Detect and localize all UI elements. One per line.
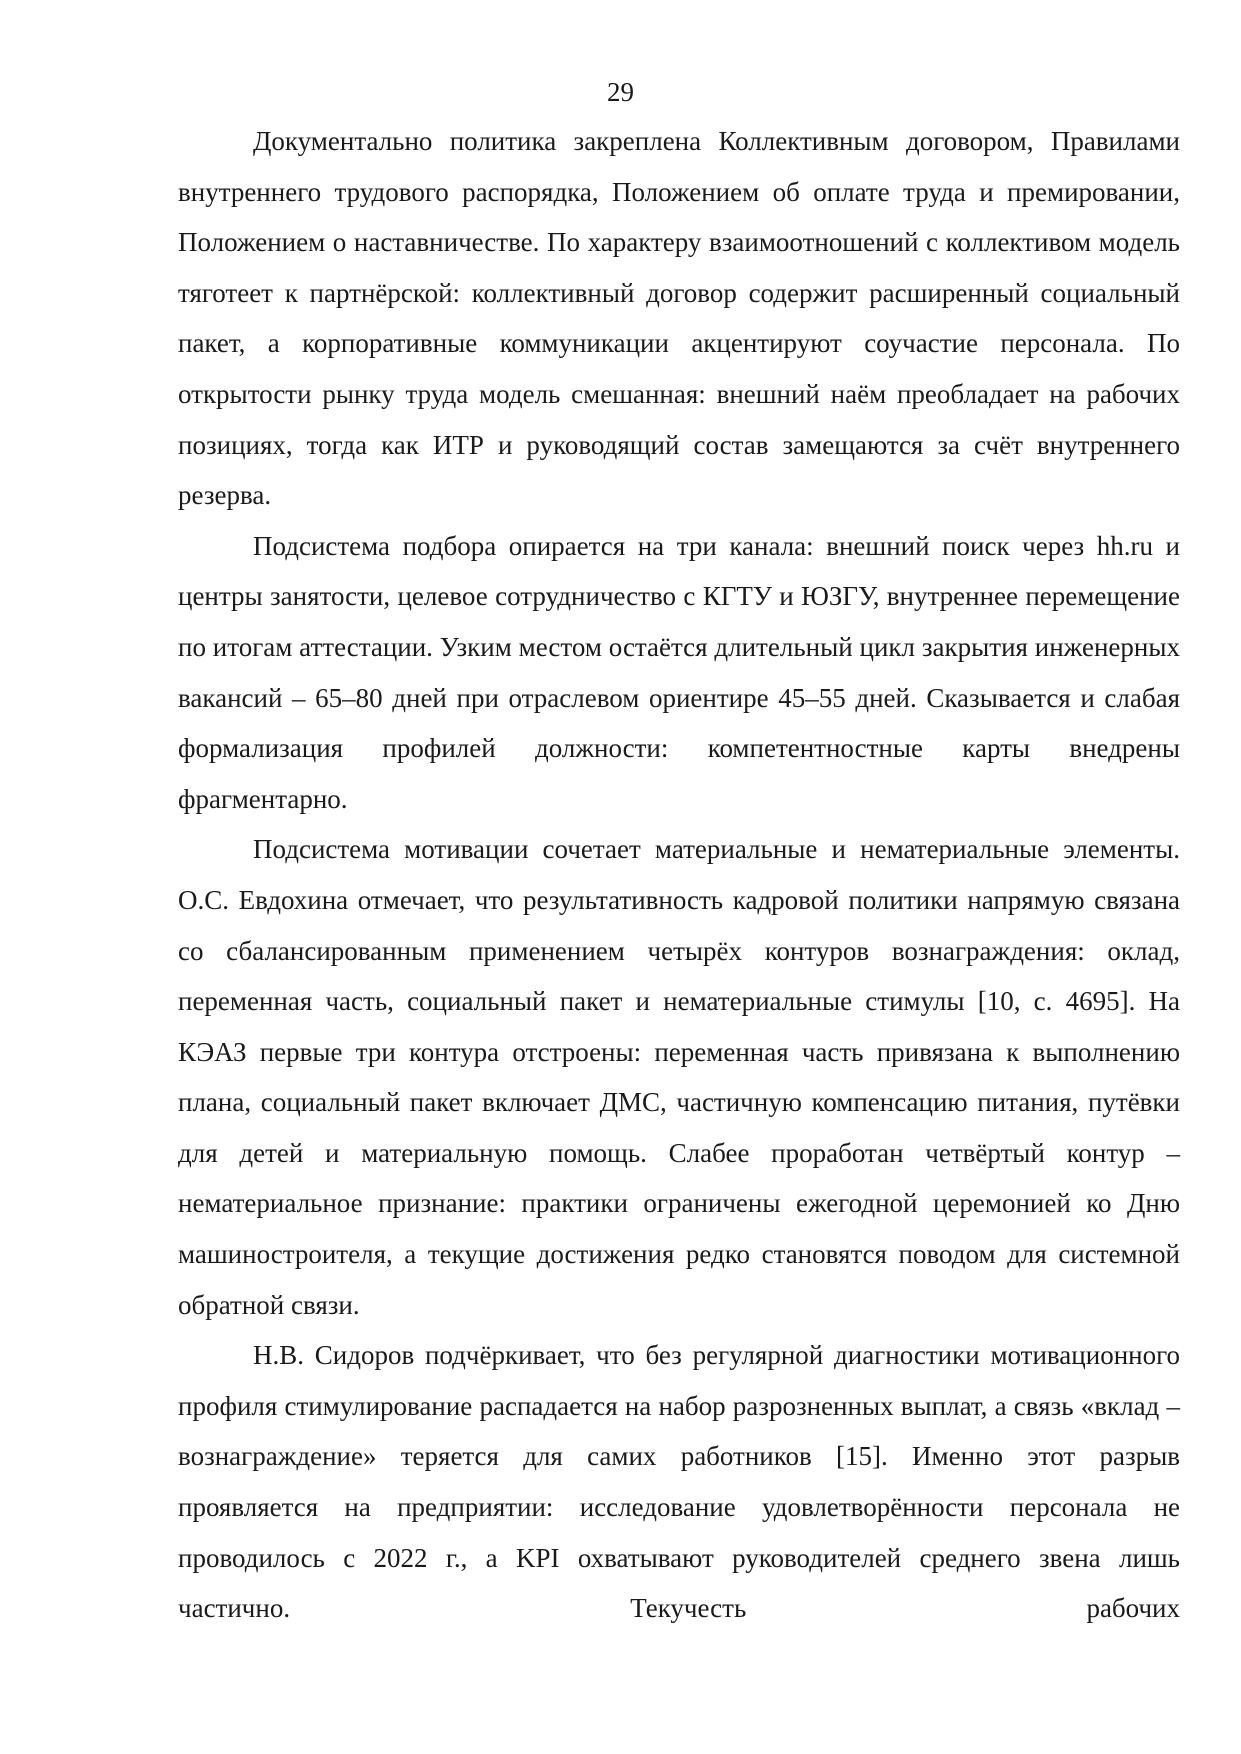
page-number: 29 bbox=[607, 77, 634, 107]
paragraph-policy-documents: Документально политика закреплена Коллективным договором, Правилами внутреннего трудового распорядка, Положением об оплате труда и премировании, Положением о наставничестве. По характеру взаимоотношений с коллективом модель тяготеет к партнёрской: коллективный договор содержит расширенный социальный пакет, а корпоративные коммуникации акцентируют соучастие персонала. По открытости рынку труда модель смешанная: внешний наём преобладает на рабочих позициях, тогда как ИТР и руководящий состав замещаются за счёт внутреннего резерва. bbox=[178, 126, 1180, 511]
paragraph-motivation-diagnostics: Н.В. Сидоров подчёркивает, что без регулярной диагностики мотивационного профиля стимулирование распадается на набор разрозненных выплат, а связь «вклад – вознаграждение» теряется для самих работников [15]. Именно этот разрыв проявляется на предприятии: исследование удовлетворённости персонала не проводилось с 2022 г., а KPI охватывают руководителей среднего звена лишь частично. Текучесть рабочих bbox=[178, 1340, 1180, 1624]
paragraph-recruitment-subsystem: Подсистема подбора опирается на три канала: внешний поиск через hh.ru и центры занятости, целевое сотрудничество с КГТУ и ЮЗГУ, внутреннее перемещение по итогам аттестации. Узким местом остаётся длительный цикл закрытия инженерных вакансий – 65–80 дней при отраслевом ориентире 45–55 дней. Сказывается и слабая формализация профилей должности: компетентностные карты внедрены фрагментарно. bbox=[178, 530, 1180, 814]
paragraph-motivation-subsystem: Подсистема мотивации сочетает материальные и нематериальные элементы. О.С. Евдохина отмечает, что результативность кадровой политики напрямую связана со сбалансированным применением четырёх контуров вознаграждения: оклад, переменная часть, социальный пакет и нематериальные стимулы [10, с. 4695]. На КЭАЗ первые три контура отстроены: переменная часть привязана к выполнению плана, социальный пакет включает ДМС, частичную компенсацию питания, путёвки для детей и материальную помощь. Слабее проработан четвёртый контур – нематериальное признание: практики ограничены ежегодной церемонией ко Дню машиностроителя, а текущие достижения редко становятся поводом для системной обратной связи. bbox=[178, 834, 1180, 1320]
body-text bbox=[178, 116, 1180, 1634]
